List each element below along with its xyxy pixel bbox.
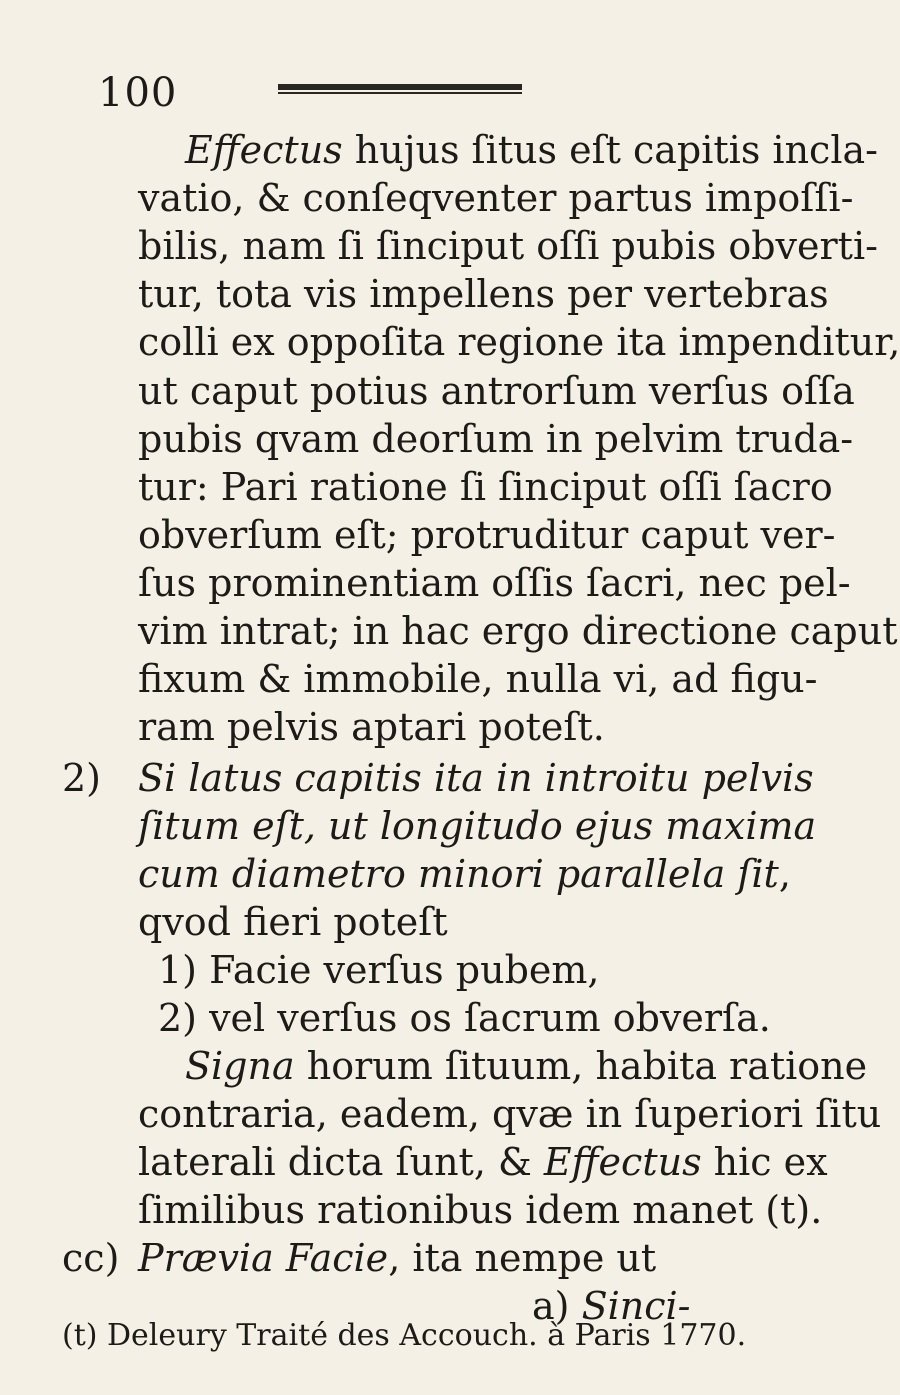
sub-item: 2) vel verſus os ſacrum obverſa. [158, 996, 771, 1040]
text-line: tur, tota vis impellens per vertebras [138, 272, 829, 316]
text-line: colli ex oppoſita regione ita impenditur, [138, 320, 900, 364]
item-marker: cc) [62, 1236, 120, 1280]
text-line: Signa horum ſituum, habita ratione [185, 1044, 868, 1088]
text-line: Prævia Facie, ita nempe ut [138, 1236, 657, 1280]
text-line: ſus prominentiam oſſis ſacri, nec pel- [138, 561, 851, 605]
text-line: tur: Pari ratione ſi ſinciput oſſi ſacro [138, 465, 833, 509]
text-line: fixum & immobile, nulla vi, ad figu- [138, 657, 818, 701]
text-line: ram pelvis aptari poteſt. [138, 705, 605, 749]
text-line: bilis, nam ſi ſinciput oſſi pubis obverti- [138, 224, 878, 268]
emphasis-term: Signa [185, 1044, 295, 1088]
page-number: 100 [98, 70, 178, 116]
text-line: vatio, & conſeqventer partus impoſſi- [138, 176, 854, 220]
emphasis-term: Effectus [185, 128, 343, 172]
catchword: a) Sinci- [532, 1284, 691, 1328]
text-line: qvod fieri poteſt [138, 900, 448, 944]
text-line: Si latus capitis ita in introitu pelvis [138, 756, 814, 800]
text-line: vim intrat; in hac ergo directione caput [138, 609, 898, 653]
text-line: contraria, eadem, qvæ in ſuperiori ſitu [138, 1092, 882, 1136]
text-line: Effectus hujus ſitus eſt capitis incla- [185, 128, 878, 172]
sub-item: 1) Facie verſus pubem, [158, 948, 600, 992]
footnote: (t) Deleury Traité des Accouch. à Paris 1770. [62, 1318, 747, 1353]
text-line: ut caput potius antrorſum verſus oſſa [138, 369, 855, 413]
text-line: cum diametro minori parallela ſit, [138, 852, 791, 896]
emphasis-term: Effectus [543, 1140, 702, 1184]
text-line: pubis qvam deorſum in pelvim truda- [138, 417, 854, 461]
item-marker: 2) [62, 756, 102, 800]
header-rule [278, 84, 522, 96]
text-line: laterali dicta ſunt, & Effectus hic ex [138, 1140, 828, 1184]
text-line: ſitum eſt, ut longitudo ejus maxima [138, 804, 817, 848]
text-line: ſimilibus rationibus idem manet (t). [138, 1188, 823, 1232]
text-line: obverſum eſt; protruditur caput ver- [138, 513, 836, 557]
